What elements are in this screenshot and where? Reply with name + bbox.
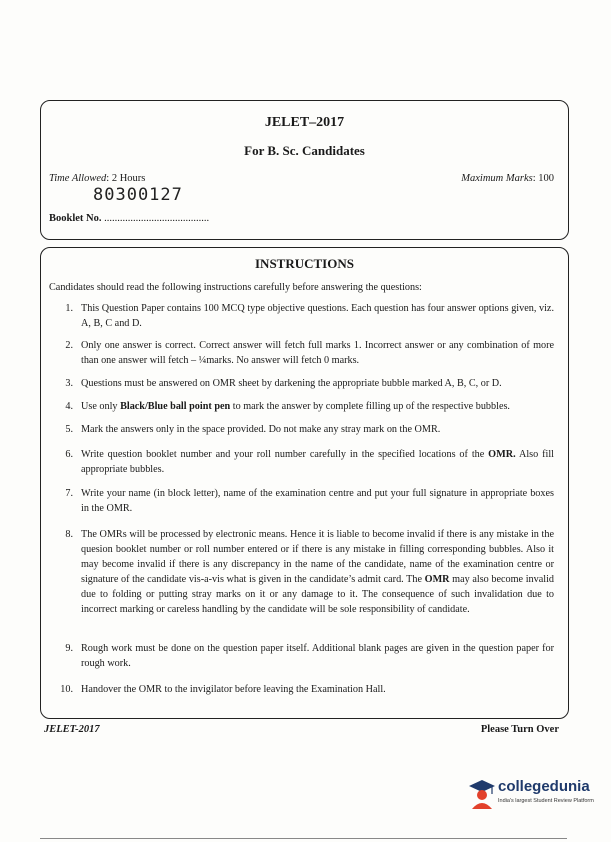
- maximum-marks: [461, 173, 554, 184]
- bottom-divider: [40, 838, 567, 839]
- instruction-text: Write your name (in block letter), name of the examination centre and put your full signature in appropriate boxes in the OMR.: [81, 488, 554, 514]
- instruction-number: 8.: [65, 529, 73, 540]
- instruction-number: 7.: [65, 488, 73, 499]
- brand-name: collegedunia: [498, 778, 590, 795]
- serial-number: 80300127: [93, 185, 183, 205]
- instruction-number: 9.: [65, 643, 73, 654]
- instructions-box: [40, 247, 569, 719]
- instructions-heading: INSTRUCTIONS: [255, 256, 354, 271]
- header-box: [40, 100, 569, 240]
- brand-tagline: India's largest Student Review Platform: [498, 798, 594, 804]
- instruction-text: Handover the OMR to the invigilator before leaving the Examination Hall.: [81, 684, 386, 695]
- instruction-text: Rough work must be done on the question paper itself. Additional blank pages are given in the question paper for rough work.: [81, 643, 554, 669]
- instruction-number: 2.: [65, 340, 73, 351]
- instruction-text: Write question booklet number and your roll number carefully in the specified locations of the OMR. Also fill appropriate bubbles.: [81, 449, 554, 475]
- graduate-icon: [468, 778, 496, 810]
- collegedunia-logo: [468, 778, 598, 814]
- instruction-number: 6.: [65, 449, 73, 460]
- booklet-label: Booklet No.: [49, 213, 102, 224]
- instruction-text: The OMRs will be processed by electronic means. Hence it is liable to become invalid if there is any mistake in the quesion booklet number or roll number entered or if there is any mistake in filling corresponding bubbles. Also it may become invalid if there is any discrepancy in the name of the candidate, name of the examination centre or signature of the candidate vis-a-vis what is given in the candidate’s admit card. The OMR may also become invalid due to folding or putting stray marks on it or any damage to it. The consequence of such invalidation due to incorrect marking or careless handling by the candidate will be sole responsibility of candidate.: [81, 529, 555, 615]
- time-value: : 2 Hours: [106, 173, 146, 184]
- marks-value: : 100: [532, 173, 554, 184]
- exam-title: JELET–2017: [264, 115, 345, 130]
- omr-emphasis: OMR.: [488, 449, 516, 460]
- instruction-number: 1.: [65, 303, 73, 314]
- instruction-text: Use only Black/Blue ball point pen to mark the answer by complete filling up of the respective bubbles.: [81, 401, 510, 412]
- footer-turn-over: Please Turn Over: [480, 724, 559, 735]
- booklet-number: [49, 213, 209, 224]
- instruction-text: This Question Paper contains 100 MCQ type objective questions. Each question has four answer options given, viz. A, B, C and D.: [81, 303, 554, 329]
- instruction-text: Questions must be answered on OMR sheet by darkening the appropriate bubble marked A, B, C, or D.: [81, 378, 502, 389]
- instruction-number: 5.: [65, 424, 73, 435]
- instruction-text: Only one answer is correct. Correct answer will fetch full marks 1. Incorrect answer or any combination of more than one answer will fetch – ¼marks. No answer will fetch 0 marks.: [81, 340, 554, 366]
- instruction-text: Mark the answers only in the space provided. Do not make any stray mark on the OMR.: [81, 424, 441, 435]
- booklet-dots: ........................................: [104, 213, 210, 224]
- marks-label: Maximum Marks: [461, 173, 533, 184]
- instruction-number: 4.: [65, 401, 73, 412]
- instruction-number: 3.: [65, 378, 73, 389]
- pen-emphasis: Black/Blue ball point pen: [120, 401, 231, 412]
- exam-subtitle: For B. Sc. Candidates: [244, 143, 365, 158]
- instructions-intro: Candidates should read the following instructions carefully before answering the questions:: [49, 282, 422, 293]
- footer-exam-name: JELET-2017: [44, 724, 100, 735]
- instruction-number: 10.: [60, 684, 73, 695]
- time-allowed: [49, 173, 145, 184]
- omr-emphasis: OMR: [424, 574, 450, 585]
- time-label: Time Allowed: [49, 173, 107, 184]
